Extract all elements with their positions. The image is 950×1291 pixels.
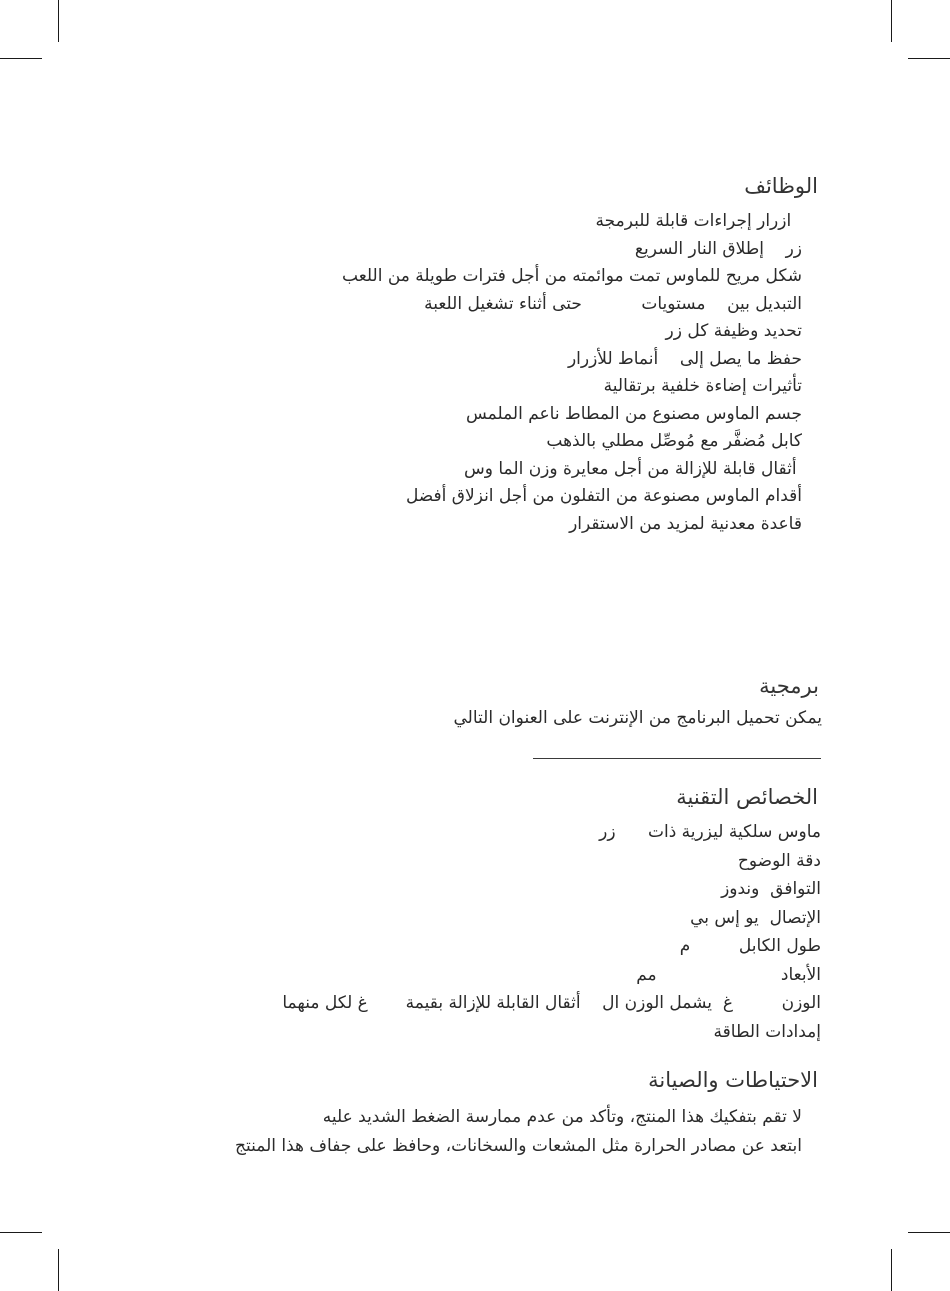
download-address-line (533, 758, 821, 759)
crop-mark-bottom-left-horizontal (0, 1232, 42, 1233)
specs-item: دقة الوضوح (737, 850, 821, 871)
functions-item: ازرار إجراءات قابلة للبرمجة (595, 211, 802, 231)
functions-item: التبديل بين مستويات حتى أثناء تشغيل اللعبة (424, 293, 802, 314)
functions-item: حفظ ما يصل إلى أنماط للأزرار (567, 348, 802, 369)
software-heading: برمجية (759, 674, 819, 698)
specs-list (282, 818, 821, 1046)
specs-item: التوافق وندوز (721, 879, 821, 899)
care-item: لا تقم بتفكيك هذا المنتج، وتأكد من عدم ممارسة الضغط الشديد عليه (322, 1107, 802, 1127)
functions-item: كابل مُضفَّر مع مُوصِّل مطلي بالذهب (546, 431, 802, 451)
specs-item: ماوس سلكية ليزرية ذات زر (599, 822, 821, 842)
care-list (235, 1103, 802, 1161)
functions-item: زر إطلاق النار السريع (634, 238, 802, 259)
functions-item: قاعدة معدنية لمزيد من الاستقرار (569, 513, 802, 534)
crop-mark-top-left-horizontal (0, 58, 42, 59)
functions-item: أقدام الماوس مصنوعة من التفلون من أجل انزلاق أفضل (405, 486, 802, 506)
specs-heading: الخصائص التقنية (676, 785, 818, 809)
care-item: ابتعد عن مصادر الحرارة مثل المشعات والسخانات، وحافظ على جفاف هذا المنتج (235, 1136, 802, 1156)
crop-mark-top-right-vertical (891, 0, 892, 42)
functions-item: تأثيرات إضاءة خلفية برتقالية (603, 376, 802, 396)
specs-item: الإتصال يو إس بي (690, 907, 821, 928)
crop-mark-bottom-left-vertical (58, 1249, 59, 1291)
functions-heading: الوظائف (744, 174, 818, 198)
crop-mark-bottom-right-horizontal (908, 1232, 950, 1233)
functions-item: تحديد وظيفة كل زر (665, 321, 802, 341)
software-text: يمكن تحميل البرنامج من الإنترنت على العنوان التالي (453, 708, 822, 728)
functions-item: أثقال قابلة للإزالة من أجل معايرة وزن الما وس (464, 458, 802, 479)
crop-mark-bottom-right-vertical (891, 1249, 892, 1291)
functions-list (342, 208, 802, 538)
functions-item: شكل مريح للماوس تمت موائمته من أجل فترات طويلة من اللعب (342, 266, 802, 286)
care-heading: الاحتياطات والصيانة (648, 1068, 818, 1092)
functions-item: جسم الماوس مصنوع من المطاط ناعم الملمس (465, 403, 802, 424)
specs-item: الأبعاد مم (636, 964, 821, 985)
specs-item: الوزن غ يشمل الوزن ال أثقال القابلة للإزالة بقيمة غ لكل منهما (282, 993, 821, 1013)
specs-item: إمدادات الطاقة (713, 1021, 821, 1042)
specs-item: طول الكابل م (679, 936, 821, 956)
crop-mark-top-left-vertical (58, 0, 59, 42)
crop-mark-top-right-horizontal (908, 58, 950, 59)
